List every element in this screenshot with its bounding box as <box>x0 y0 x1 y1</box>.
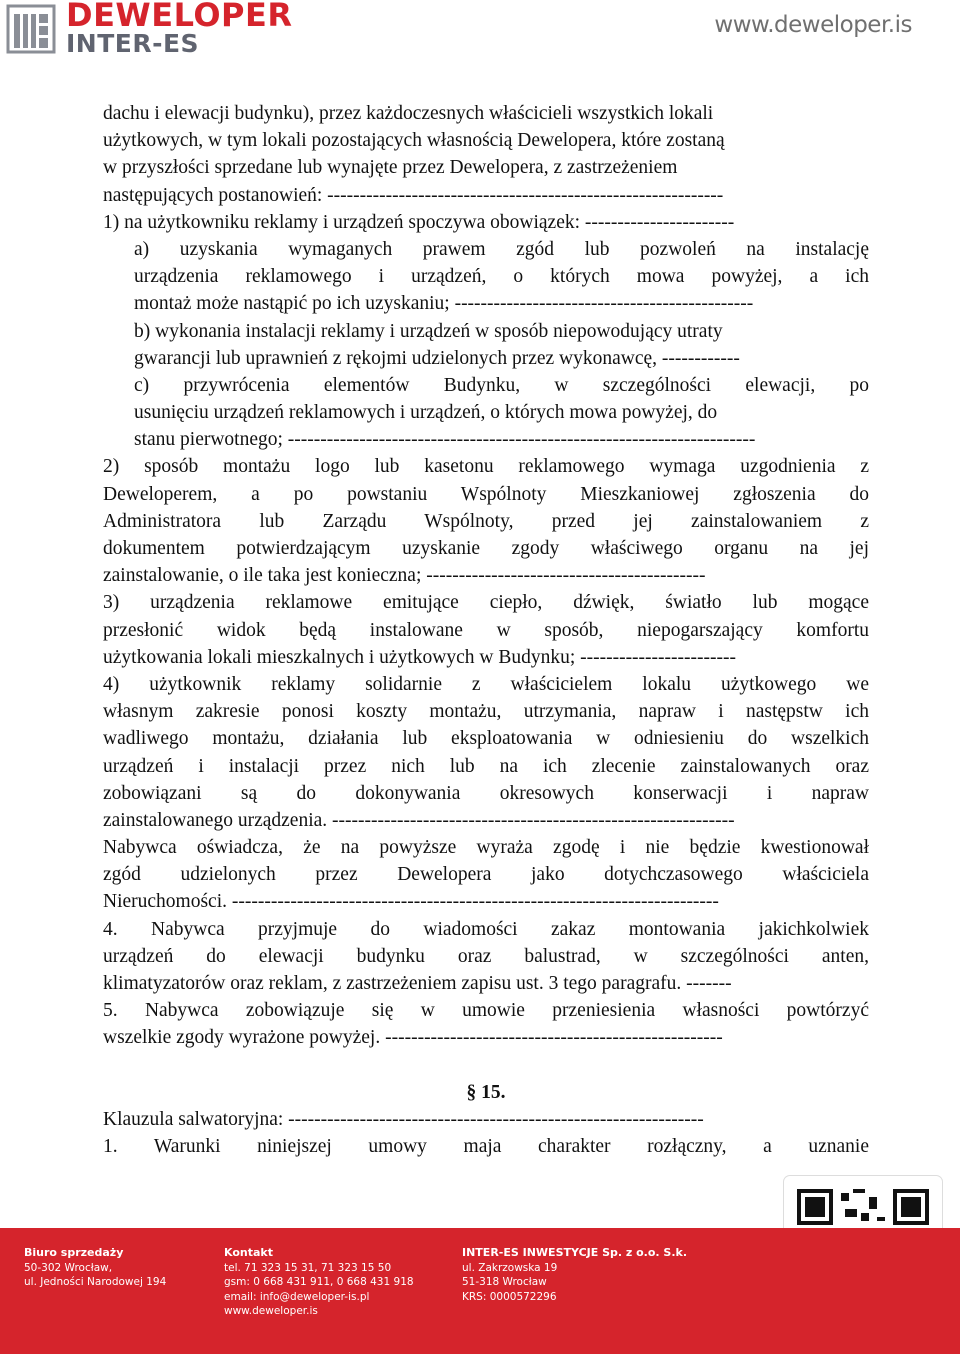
contact-info <box>224 1246 414 1319</box>
document-body <box>103 100 869 1160</box>
text-line: własnym zakresie ponosi koszty montażu, utrzymania, napraw i następstw ich <box>103 701 869 723</box>
website-link[interactable]: www.deweloper.is <box>714 12 912 38</box>
contact-heading: Kontakt <box>224 1246 273 1259</box>
text-line: Nabywca oświadcza, że na powyższe wyraża zgodę i nie będzie kwestionował <box>103 837 869 859</box>
text-line: stanu pierwotnego; ------------------------------------------------------------------------ <box>134 429 756 451</box>
text-line: klimatyzatorów oraz reklam, z zastrzeżeniem zapisu ust. 3 tego paragrafu. ------- <box>103 973 732 994</box>
brand-name: DEWELOPER <box>66 0 293 34</box>
text-line: 2) sposób montażu logo lub kasetonu reklamowego wymaga uzgodnienia z <box>103 456 869 478</box>
text-line: przesłonić widok będą instalowane w sposób, niepogarszający komfortu <box>103 619 869 641</box>
page-header <box>0 0 960 60</box>
company-heading: INTER-ES INWESTYCJE Sp. z o.o. S.k. <box>462 1246 688 1259</box>
text-line: użytkowych, w tym lokali pozostających własnością Dewelopera, które zostaną <box>103 130 725 152</box>
sales-address-line: ul. Jedności Narodowej 194 <box>24 1276 167 1288</box>
text-line: dachu i elewacji budynku), przez każdoczesnych właścicieli wszystkich lokali <box>103 103 714 124</box>
section-heading: § 15. <box>466 1081 506 1103</box>
building-logo-icon <box>6 4 56 54</box>
text-line: c) przywrócenia elementów Budynku, w szczególności elewacji, po <box>134 374 869 396</box>
company-info <box>462 1246 687 1304</box>
company-address-line: 51-318 Wrocław <box>462 1276 547 1288</box>
contact-mobile: gsm: 0 668 431 911, 0 668 431 918 <box>224 1276 414 1288</box>
contact-email[interactable]: email: info@deweloper-is.pl <box>224 1290 370 1303</box>
text-line: urządzeń do elewacji budynku oraz balustrad, w szczególności anten, <box>103 945 869 967</box>
text-line: 5. Nabywca zobowiązuje się w umowie przeniesienia własności powtórzyć <box>103 1000 869 1022</box>
text-line: Administratora lub Zarządu Wspólnoty, przed jej zainstalowaniem z <box>103 510 869 532</box>
text-line: w przyszłości sprzedane lub wynajęte przez Dewelopera, z zastrzeżeniem <box>103 157 678 179</box>
text-line: Nieruchomości. --------------------------------------------------------------------------- <box>103 891 719 913</box>
text-line: a) uzyskania wymaganych prawem zgód lub pozwoleń na instalację <box>134 238 869 260</box>
text-line: montaż może nastąpić po ich uzyskaniu; ---------------------------------------------- <box>134 293 754 315</box>
text-line: 3) urządzenia reklamowe emitujące ciepło, dźwięk, światło lub mogące <box>103 592 869 614</box>
text-line: Deweloperem, a po powstaniu Wspólnoty Mieszkaniowej zgłoszenia do <box>103 483 869 505</box>
text-line: b) wykonania instalacji reklamy i urządzeń w sposób niepowodujący utraty <box>134 320 723 342</box>
text-line: 1) na użytkowniku reklamy i urządzeń spoczywa obowiązek: ----------------------- <box>103 211 735 233</box>
text-line: użytkowania lokali mieszkalnych i użytkowych w Budynku; ------------------------ <box>103 646 736 668</box>
company-krs: KRS: 0000572296 <box>462 1290 557 1303</box>
text-line: zgód udzielonych przez Dewelopera jako dotychczasowego właściciela <box>103 864 869 886</box>
text-line: zobowiązani są do dokonywania okresowych konserwacji i napraw <box>103 782 869 804</box>
text-line: zainstalowanego urządzenia. -------------------------------------------------------------- <box>103 809 735 831</box>
contact-website[interactable]: www.deweloper.is <box>224 1305 318 1317</box>
sales-address-line: 50-302 Wrocław, <box>24 1261 113 1274</box>
text-line: wszelkie zgody wyrażone powyżej. ---------------------------------------------------- <box>103 1027 723 1049</box>
text-line: 4) użytkownik reklamy solidarnie z właścicielem lokalu użytkowego we <box>103 673 869 695</box>
sales-heading: Biuro sprzedaży <box>24 1246 124 1259</box>
text-line: usunięciu urządzeń reklamowych i urządzeń, o których mowa powyżej, do <box>134 402 718 424</box>
text-line: urządzenia reklamowego i urządzeń, o których mowa powyżej, a ich <box>134 266 869 288</box>
company-address-line: ul. Zakrzowska 19 <box>462 1261 558 1274</box>
page-footer <box>0 1228 960 1354</box>
contact-phone: tel. 71 323 15 31, 71 323 15 50 <box>224 1261 392 1274</box>
text-line: gwarancji lub uprawnień z rękojmi udzielonych przez wykonawcę, ------------ <box>134 347 740 369</box>
text-line: zainstalowanie, o ile taka jest konieczna; ------------------------------------------- <box>103 565 706 587</box>
text-line: 1. Warunki niniejszej umowy maja charakter rozłączny, a uznanie <box>103 1135 869 1157</box>
text-line: 4. Nabywca przyjmuje do wiadomości zakaz montowania jakichkolwiek <box>103 918 869 940</box>
text-line: następujących postanowień: ------------------------------------------------------------- <box>103 184 724 206</box>
text-line: Klauzula salwatoryjna: ---------------------------------------------------------------- <box>103 1108 704 1130</box>
brand-subname: INTER-ES <box>66 29 200 58</box>
sales-office-info <box>24 1246 166 1290</box>
text-line: wadliwego montażu, działania lub eksploatowania w odniesieniu do wszelkich <box>103 728 869 750</box>
text-line: dokumentem potwierdzającym uzyskanie zgody właściwego organu na jej <box>103 538 869 559</box>
text-line: urządzeń i instalacji przez nich lub na ich zlecenie zainstalowanych oraz <box>103 755 869 777</box>
